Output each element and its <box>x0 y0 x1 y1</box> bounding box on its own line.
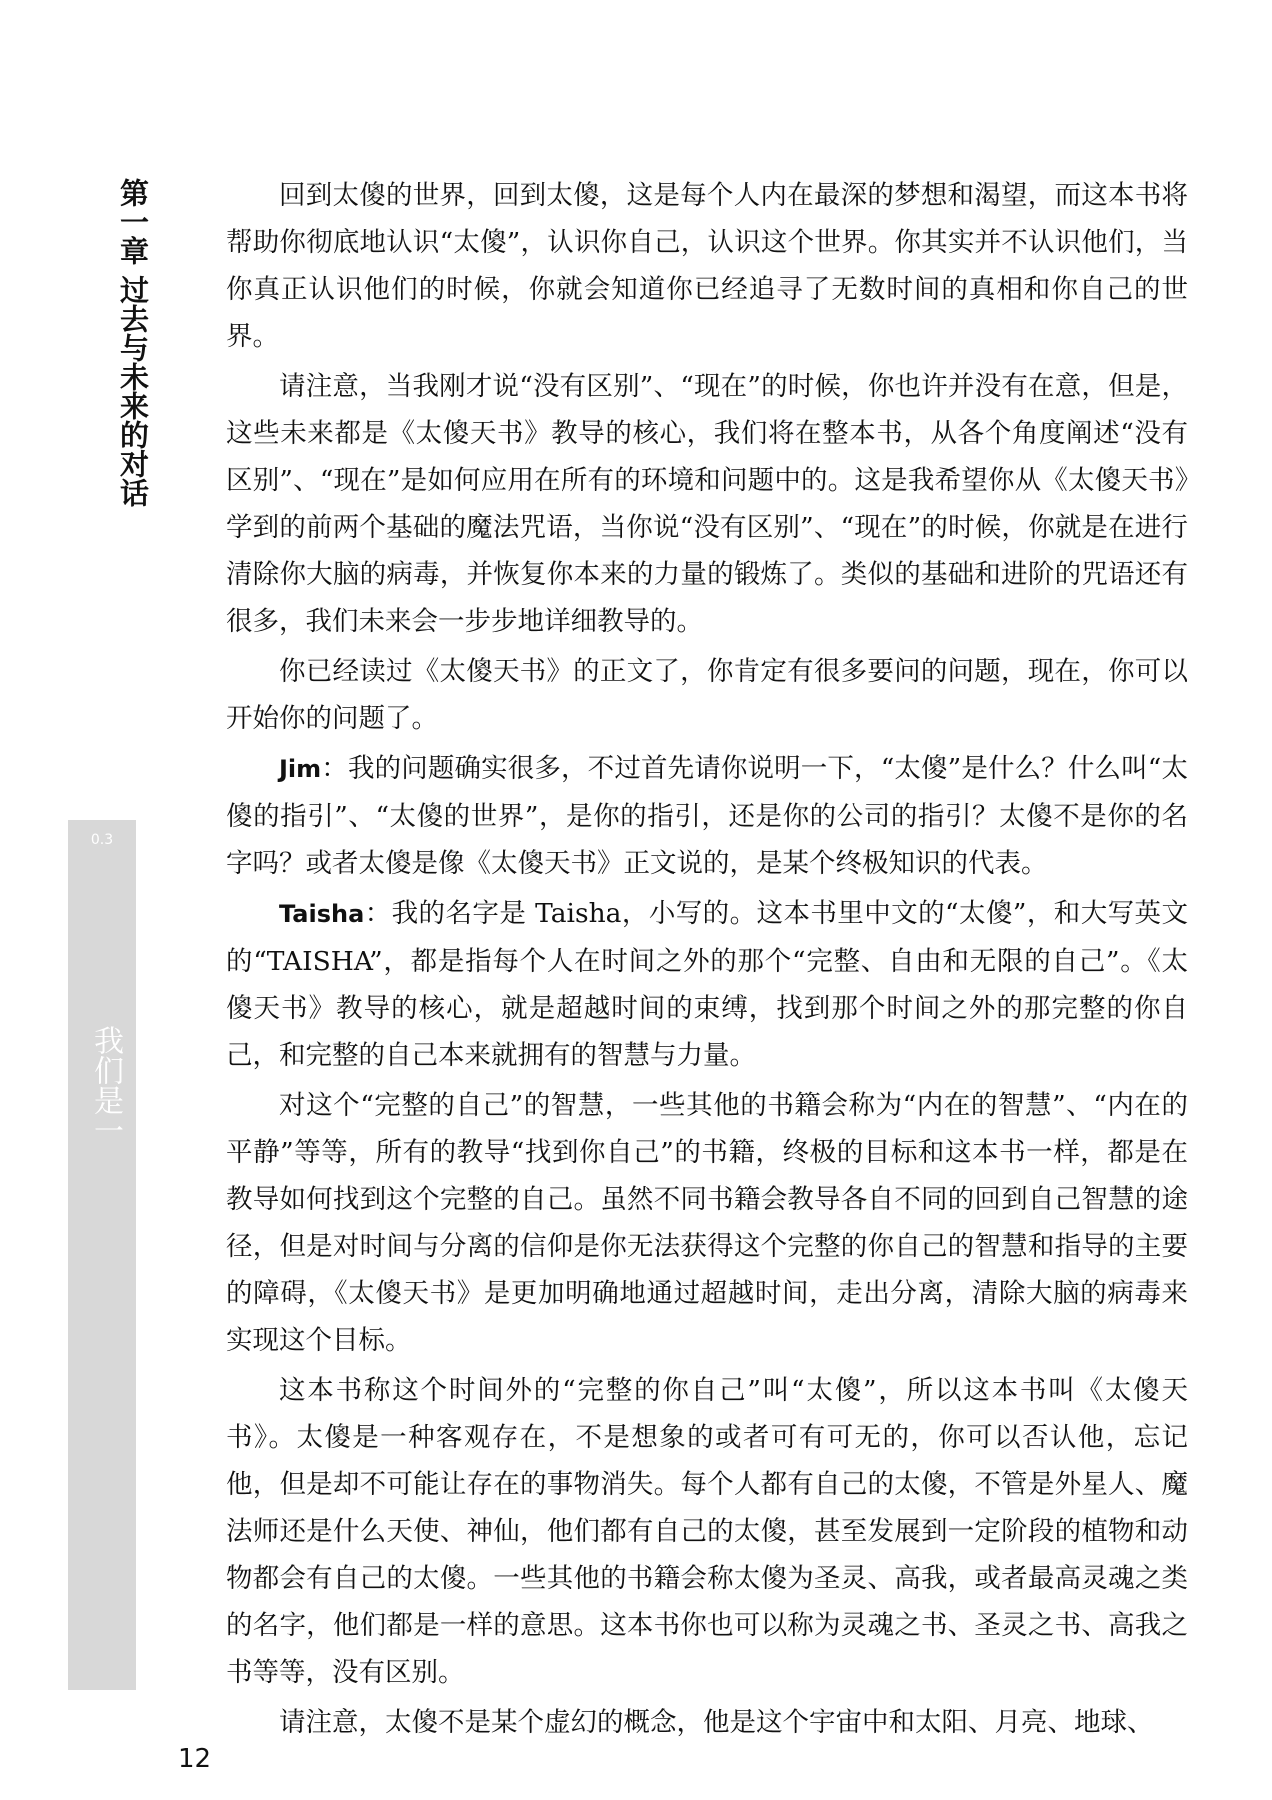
paragraph-text: ：我的问题确实很多，不过首先请你说明一下，“太傻”是什么？什么叫“太傻的指引”、“太傻的世界”，是你的指引，还是你的公司的指引？太傻不是你的名字吗？或者太傻是像《太傻天书》正文说的，是某个终极知识的代表。 <box>226 753 1188 879</box>
paragraph <box>226 1367 1188 1696</box>
paragraph <box>226 172 1188 360</box>
dialogue-paragraph <box>226 745 1188 887</box>
speaker-name: Taisha <box>279 900 365 928</box>
paragraph <box>226 363 1188 645</box>
paragraph-text: 对这个“完整的自己”的智慧，一些其他的书籍会称为“内在的智慧”、“内在的平静”等等，所有的教导“找到你自己”的书籍，终极的目标和这本书一样，都是在教导如何找到这个完整的自己。虽然不同书籍会教导各自不同的回到自己智慧的途径，但是对时间与分离的信仰是你无法获得这个完整的你自己的智慧和指导的主要的障碍，《太傻天书》是更加明确地通过超越时间，走出分离，清除大脑的病毒来实现这个目标。 <box>226 1090 1188 1356</box>
section-side-tab <box>68 820 136 1690</box>
paragraph <box>226 1699 1188 1746</box>
paragraph-text: 回到太傻的世界，回到太傻，这是每个人内在最深的梦想和渴望，而这本书将帮助你彻底地认识“太傻”，认识你自己，认识这个世界。你其实并不认识他们，当你真正认识他们的时候，你就会知道你已经追寻了无数时间的真相和你自己的世界。 <box>226 180 1188 352</box>
paragraph <box>226 648 1188 742</box>
section-label: 我们是一 <box>88 1025 123 1145</box>
body-text <box>226 172 1188 1749</box>
section-number: 0.3 <box>90 832 114 848</box>
paragraph-text: 你已经读过《太傻天书》的正文了，你肯定有很多要问的问题，现在，你可以开始你的问题了。 <box>226 656 1188 734</box>
paragraph <box>226 1082 1188 1364</box>
paragraph-text: 这本书称这个时间外的“完整的你自己”叫“太傻”，所以这本书叫《太傻天书》。太傻是一种客观存在，不是想象的或者可有可无的，你可以否认他，忘记他，但是却不可能让存在的事物消失。每个人都有自己的太傻，不管是外星人、魔法师还是什么天使、神仙，他们都有自己的太傻，甚至发展到一定阶段的植物和动物都会有自己的太傻。一些其他的书籍会称太傻为圣灵、高我，或者最高灵魂之类的名字，他们都是一样的意思。这本书你也可以称为灵魂之书、圣灵之书、高我之书等等，没有区别。 <box>226 1375 1188 1688</box>
page-number: 12 <box>178 1744 212 1774</box>
dialogue-paragraph <box>226 890 1188 1079</box>
chapter-title: 第一章 过去与未来的对话 <box>116 178 150 508</box>
speaker-name: Jim <box>279 755 322 783</box>
paragraph-text: 请注意，太傻不是某个虚幻的概念，他是这个宇宙中和太阳、月亮、地球、 <box>279 1707 1154 1738</box>
paragraph-text: 请注意，当我刚才说“没有区别”、“现在”的时候，你也许并没有在意，但是，这些未来都是《太傻天书》教导的核心，我们将在整本书，从各个角度阐述“没有区别”、“现在”是如何应用在所有的环境和问题中的。这是我希望你从《太傻天书》学到的前两个基础的魔法咒语，当你说“没有区别”、“现在”的时候，你就是在进行清除你大脑的病毒，并恢复你本来的力量的锻炼了。类似的基础和进阶的咒语还有很多，我们未来会一步步地详细教导的。 <box>226 371 1188 637</box>
paragraph-text: ：我的名字是 Taisha，小写的。这本书里中文的“太傻”，和大写英文的“TAISHA”，都是指每个人在时间之外的那个“完整、自由和无限的自己”。《太傻天书》教导的核心，就是超越时间的束缚，找到那个时间之外的那完整的你自己，和完整的自己本来就拥有的智慧与力量。 <box>226 898 1188 1071</box>
